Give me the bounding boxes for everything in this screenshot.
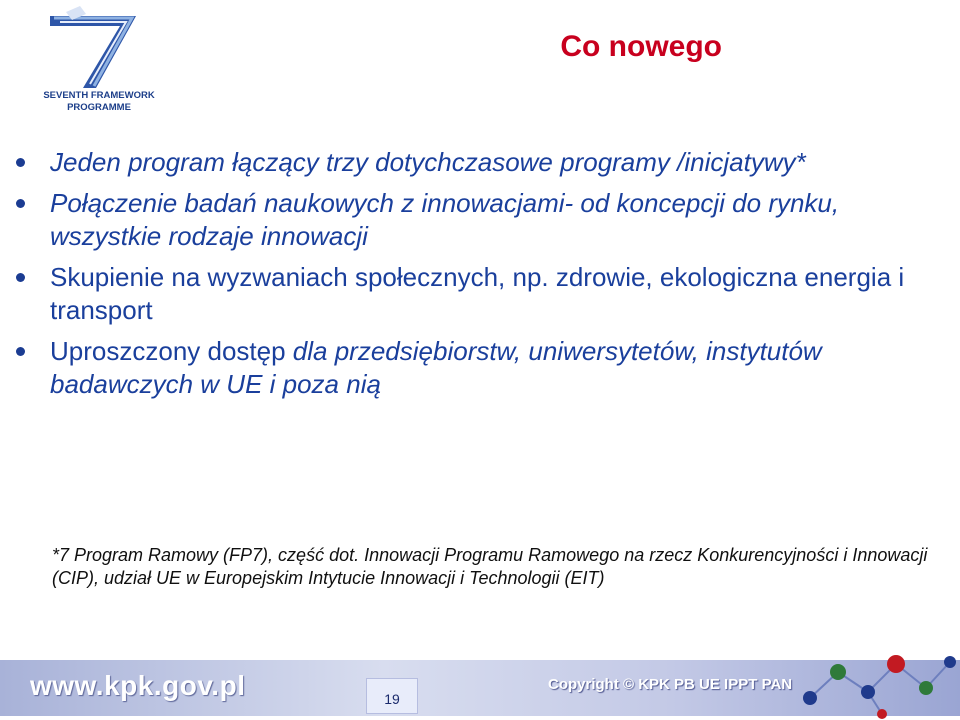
bullet-item — [14, 187, 934, 253]
bullet-item — [14, 335, 934, 401]
bullet-item — [14, 261, 934, 327]
bullet-text-italic: dla przedsiębiorstw, uniwersytetów, instytutów badawczych w UE i poza nią — [50, 336, 822, 399]
page-title — [560, 30, 722, 64]
footer-url[interactable]: www.kpk.gov.pl — [30, 670, 246, 701]
bullet-dot-icon — [16, 199, 25, 208]
bullet-text: Połączenie badań naukowych z innowacjami- od koncepcji do rynku, wszystkie rodzaje innowacji — [50, 188, 840, 251]
copyright-text: Copyright © KPK PB UE IPPT PAN — [548, 676, 793, 693]
bullet-dot-icon — [16, 273, 25, 282]
bullet-dot-icon — [16, 158, 25, 167]
bullet-list — [14, 146, 934, 409]
fp7-logo-line-1: SEVENTH FRAMEWORK — [43, 90, 155, 101]
bullet-dot-icon — [16, 347, 25, 356]
bullet-text: Uproszczony dostęp — [50, 336, 286, 366]
page-title-line-1: Co nowego — [560, 30, 722, 63]
footnote: *7 Program Ramowy (FP7), część dot. Innowacji Programu Ramowego na rzecz Konkurencyjności i Innowacji (CIP), udział UE w Europejskim Intytucie Innowacji i Technologii (EIT) — [52, 545, 928, 588]
page-number: 19 — [384, 691, 400, 707]
bullet-item — [14, 146, 934, 179]
fp7-seven-icon — [50, 6, 136, 88]
fp7-logo-line-2: PROGRAMME — [67, 102, 131, 113]
molecule-decoration-icon — [790, 638, 960, 720]
page-number-box — [366, 678, 418, 714]
bullet-text: Skupienie na wyzwaniach społecznych, np. zdrowie, ekologiczna energia i transport — [50, 262, 905, 325]
footer-band — [0, 660, 960, 716]
fp7-logo — [40, 4, 158, 116]
bullet-text: Jeden program łączący trzy dotychczasowe programy /inicjatywy* — [50, 147, 806, 177]
